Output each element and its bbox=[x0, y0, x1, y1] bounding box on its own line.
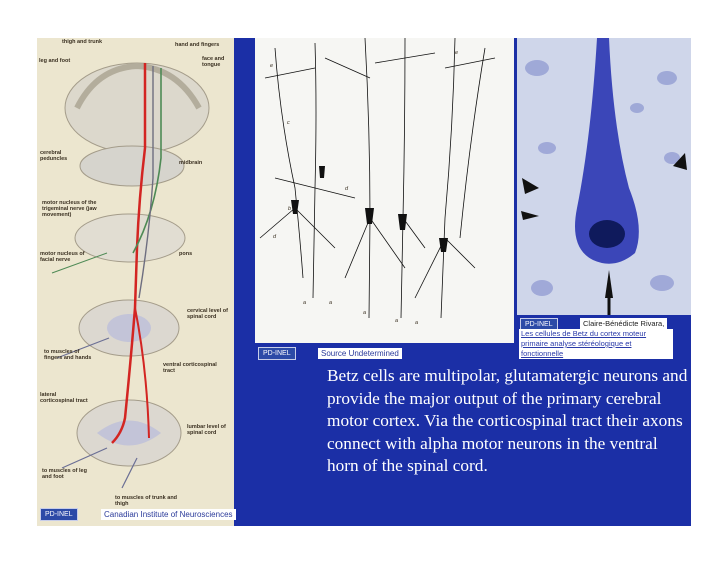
label-leg-foot: leg and foot bbox=[39, 58, 71, 64]
letter-c: c bbox=[287, 120, 290, 126]
letter-a-3: a bbox=[363, 310, 367, 316]
label-midbrain: midbrain bbox=[179, 160, 203, 166]
label-trigeminal: motor nucleus of the trigeminal nerve (jaw movement) bbox=[42, 200, 97, 218]
label-lumbar: lumbar level of spinal cord bbox=[187, 424, 226, 436]
letter-b: b bbox=[288, 206, 292, 212]
label-face-tongue: face and tongue bbox=[202, 56, 225, 68]
label-muscles-trunk: to muscles of trunk and thigh bbox=[115, 495, 178, 507]
neuron-illustration bbox=[255, 38, 514, 343]
letter-a-1: a bbox=[303, 300, 307, 306]
label-pons: pons bbox=[179, 251, 193, 257]
label-muscles-fingers: to muscles of fingers and hands bbox=[44, 349, 92, 361]
label-hand-fingers: hand and fingers bbox=[175, 42, 220, 48]
betz-cell-micrograph bbox=[517, 38, 691, 315]
label-cerebral-peduncles: cerebral peduncles bbox=[40, 150, 68, 162]
pd-inel-badge-right: PD-INEL bbox=[520, 318, 558, 331]
credit-author: Claire-Bénédicte Rivara, bbox=[580, 318, 667, 329]
letter-e-1: e bbox=[270, 63, 274, 69]
letter-a-4: a bbox=[395, 318, 399, 324]
pd-inel-badge-left: PD-INEL bbox=[40, 508, 78, 521]
slide-body-text: Betz cells are multipolar, glutamatergic neurons and provide the major output of the primary cerebral motor cortex. Via the corticospinal tract their axons connect with alpha motor neurons in the ventral horn of the spinal cord. bbox=[327, 366, 688, 475]
label-lateral-cst: lateral corticospinal tract bbox=[40, 392, 88, 404]
letter-e-2: e bbox=[455, 50, 459, 56]
letter-a-2: a bbox=[329, 300, 333, 306]
letter-d-2: d bbox=[273, 234, 277, 240]
credit-canadian-institute[interactable]: Canadian Institute of Neurosciences bbox=[101, 509, 236, 520]
pd-inel-badge-middle: PD-INEL bbox=[258, 347, 296, 360]
betz-neuron-drawing bbox=[255, 38, 514, 343]
label-ventral-cst: ventral corticospinal tract bbox=[163, 362, 217, 374]
corticospinal-tract-diagram bbox=[37, 38, 234, 526]
label-thigh-trunk: thigh and trunk bbox=[62, 39, 103, 45]
label-facial-nerve: motor nucleus of facial nerve bbox=[40, 251, 85, 263]
letter-a-5: a bbox=[415, 320, 419, 326]
credit-link-betz-cells[interactable]: Les cellules de Betz du cortex moteur primaire analyse stéréologique et fonctionnelle bbox=[519, 329, 673, 359]
label-muscles-leg: to muscles of leg and foot bbox=[42, 468, 87, 480]
micrograph-image bbox=[517, 38, 691, 315]
credit-source-undetermined[interactable]: Source Undetermined bbox=[318, 348, 402, 359]
letter-d-1: d bbox=[345, 186, 349, 192]
label-cervical: cervical level of spinal cord bbox=[187, 308, 228, 320]
tract-illustration bbox=[37, 38, 234, 526]
